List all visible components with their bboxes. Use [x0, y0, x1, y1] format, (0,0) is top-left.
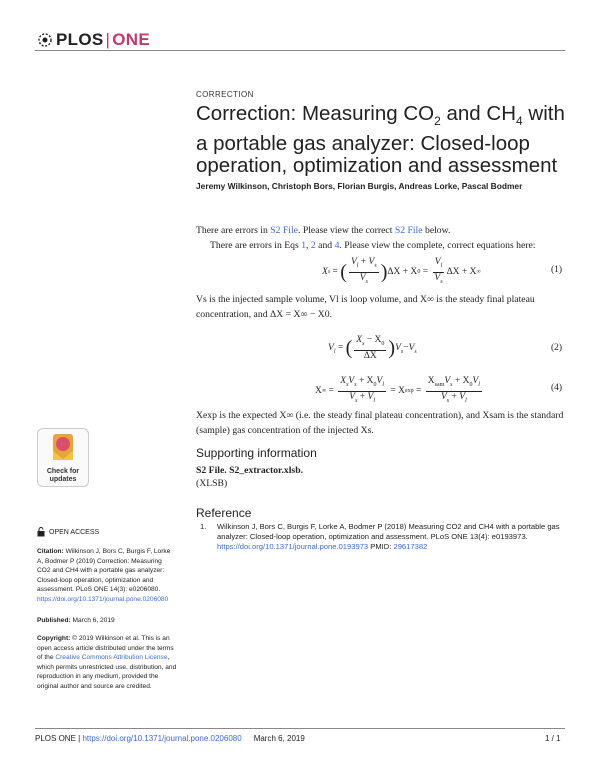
reference-entry: Wilkinson J, Bors C, Burgis F, Lorke A, Bodmer P (2018) Measuring CO2 and CH4 with a portable gas analyzer: Closed-loop operation, optimization and assessment. PLoS ONE 13(4): e0193973. https://doi.org/10.1371/journal.pone.0193973 PMID: 29617382 — [217, 522, 560, 551]
unlock-icon — [37, 527, 45, 537]
author-list: Jeremy Wilkinson, Christoph Bors, Florian Burgis, Andreas Lorke, Pascal Bodmer — [196, 181, 523, 191]
footer-info: PLOS ONE | https://doi.org/10.1371/journal.pone.0206080 March 6, 2019 — [35, 734, 305, 743]
equation-1: X s = ( $\frac{V_l + V_s}{V_s}$ ) ΔX + X 0 = $\frac{V_l}{V_s}$ ΔX + X ∞ — [322, 257, 481, 285]
s2-file-link-2[interactable]: S2 File — [394, 225, 423, 236]
equation-2-number: (2) — [551, 343, 563, 353]
plos-logo-icon — [37, 32, 53, 48]
article-title: Correction: Measuring $CO_2$ and $CH_4$ with a portable gas analyzer: Closed-loop operation, optimization and assessment — [196, 102, 565, 178]
logo-divider: | — [105, 30, 111, 49]
open-access-label: OPEN ACCESS — [37, 527, 99, 537]
logo-one-text: ONE — [112, 30, 150, 49]
eq4-link[interactable]: 4 — [334, 240, 340, 251]
copyright-block: Copyright: © 2019 Wilkinson et al. This is an open access article distributed under the terms of the Creative Commons Attribution License, which permits unrestricted use, distribution, and reproduction in any medium, provided the original author and source are credited. — [37, 635, 177, 690]
equation-1-number: (1) — [551, 265, 563, 275]
footer-doi-link[interactable]: https://doi.org/10.1371/journal.pone.0206080 — [82, 734, 242, 743]
bookmark-icon — [38, 429, 88, 463]
citation-block: Citation: Wilkinson J, Bors C, Burgis F, Lorke A, Bodmer P (2019) Correction: Measuring CO2 and CH4 with a portable gas analyzer: Closed-loop operation, optimization and assessment. PLoS ONE 14(3): e0206080. https://doi.org/10.1371/journal.pone.0206080 — [37, 548, 171, 603]
equation-2: $V_l$ = ( $\frac{X_s - X_0}{\Delta X}$ ) $V_s$ − $V_s$ — [328, 335, 417, 361]
reference-pmid-link[interactable]: 29617382 — [393, 542, 428, 551]
equation-4: X ∞ = $\frac{X_sV_s + X_0V_l}{V_s + V_l}$ = X exp = $\frac{X_{sam}V_s + X_0V_l}{V_s + V_l}$ — [315, 376, 480, 404]
plos-one-logo[interactable] — [37, 30, 150, 50]
paragraph-volume-definitions: Vs is the injected sample volume, Vl is loop volume, and X∞ is the steady final plateau concentration, and ΔX = X∞ − X0. — [196, 294, 535, 320]
supporting-info-heading: Supporting information — [196, 446, 317, 460]
footer-rule — [35, 728, 565, 729]
s2-file-link[interactable]: S2 File — [270, 225, 298, 236]
paragraph-equations: There are errors in Eqs 1, 2 and 4. Please view the complete, correct equations here: — [210, 240, 536, 251]
paragraph-expected-value: Xexp is the expected X∞ (i.e. the steady final plateau concentration), and Xsam is the standard (sample) gas concentration of the injected Xs. — [196, 410, 564, 436]
equation-4-number: (4) — [551, 383, 563, 393]
badge-label: Check for updates — [46, 468, 80, 483]
eq1-link[interactable]: 1 — [301, 240, 307, 251]
published-date: Published: March 6, 2019 — [37, 617, 115, 624]
reference-number: 1. — [200, 522, 207, 531]
page-number: 1 / 1 — [545, 734, 561, 743]
eq2-link[interactable]: 2 — [310, 240, 316, 251]
license-link[interactable]: Creative Commons Attribution License — [55, 654, 168, 661]
supporting-file-type: (XLSB) — [196, 478, 228, 489]
header-rule — [35, 50, 565, 51]
reference-doi-link[interactable]: https://doi.org/10.1371/journal.pone.0193973 — [217, 542, 369, 551]
supporting-file-title[interactable]: S2 File. S2_extractor.xlsb. — [196, 465, 304, 476]
article-type: CORRECTION — [196, 90, 254, 99]
paragraph-s2-file: There are errors in S2 File. Please view the correct S2 File below. — [196, 225, 451, 236]
citation-doi-link[interactable]: https://doi.org/10.1371/journal.pone.0206080 — [37, 595, 169, 603]
logo-plos-text: PLOS — [56, 30, 104, 49]
check-for-updates-badge[interactable] — [37, 428, 89, 487]
reference-heading: Reference — [196, 506, 252, 520]
